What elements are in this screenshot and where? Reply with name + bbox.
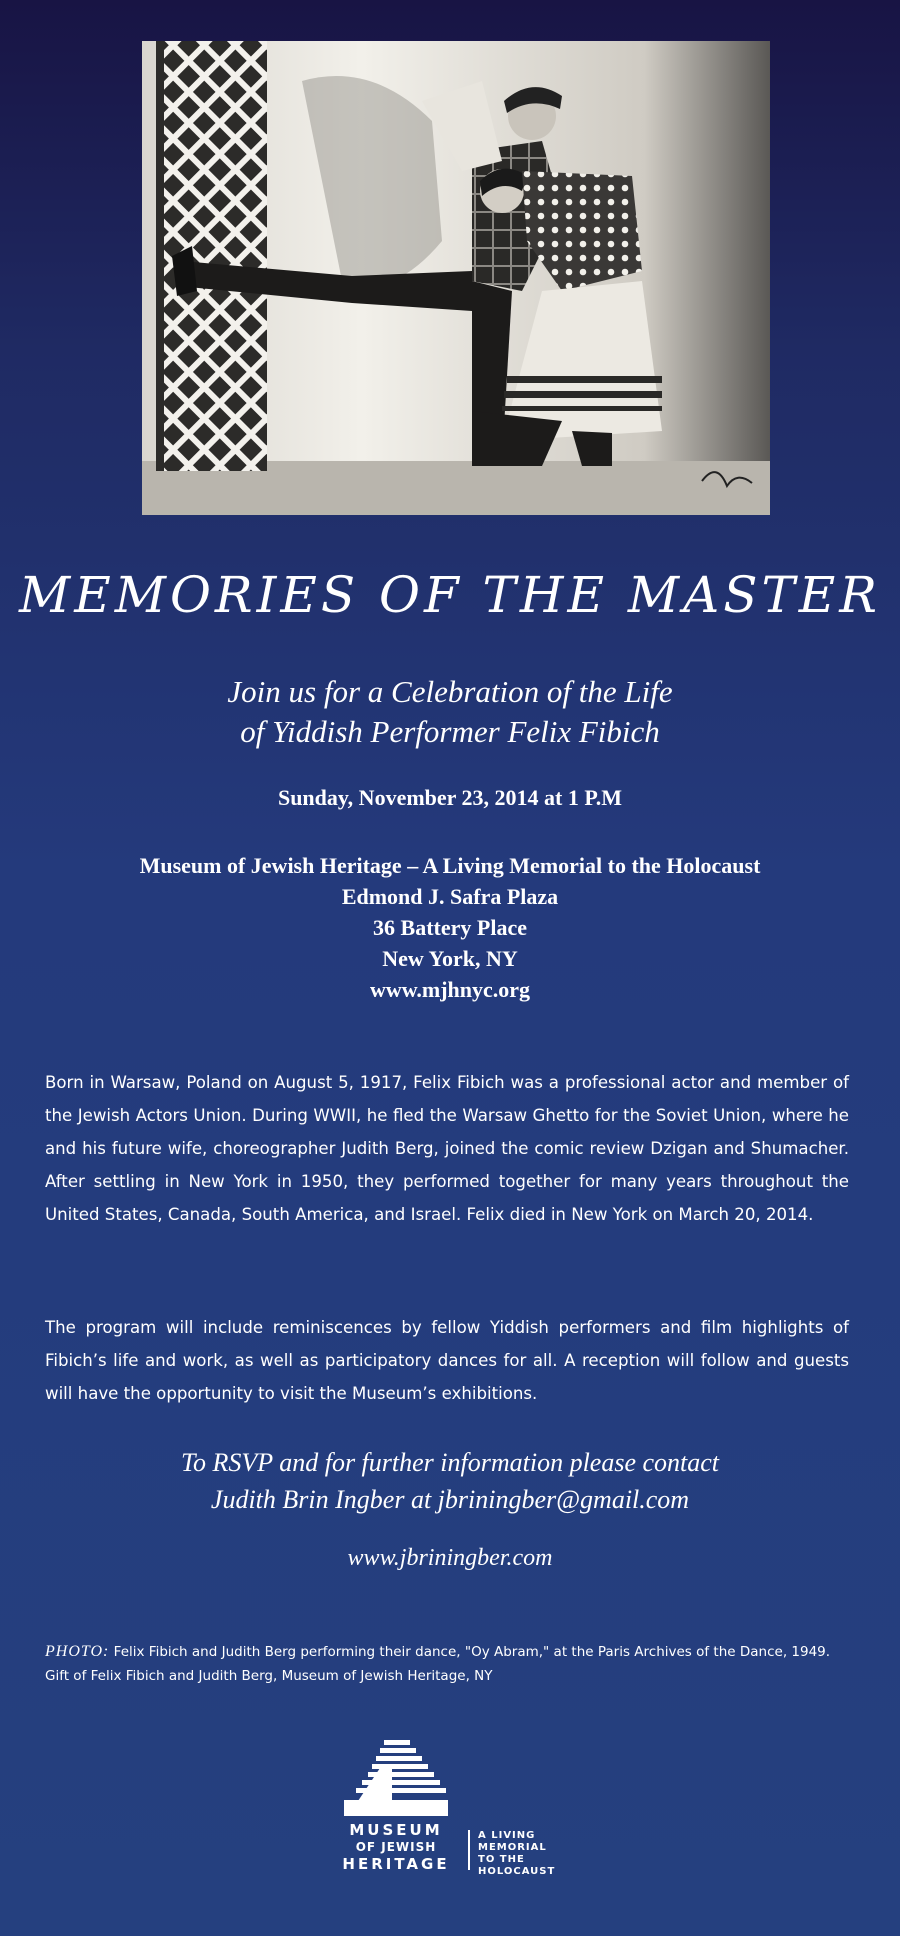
subtitle-line-2: of Yiddish Performer Felix Fibich — [240, 714, 660, 749]
photo-credit-text: Felix Fibich and Judith Berg performing their dance, "Oy Abram," at the Paris Archives of the Dance, 1949. Gift of Felix Fibich and Judith Berg, Museum of Jewish Heritage, NY — [45, 1644, 831, 1684]
venue-name: Museum of Jewish Heritage – A Living Memorial to the Holocaust — [139, 853, 761, 878]
logo-tagline-4: HOLOCAUST — [478, 1866, 556, 1877]
rsvp-line-1: To RSVP and for further information please contact — [180, 1448, 720, 1477]
logo-tagline-3: TO THE — [478, 1854, 525, 1865]
venue-street: 36 Battery Place — [373, 915, 527, 940]
event-title: MEMORIES OF THE MASTER — [19, 566, 881, 624]
logo-line-1: MUSEUM — [349, 1821, 443, 1839]
event-subtitle — [0, 672, 900, 752]
venue-city: New York, NY — [382, 946, 518, 971]
rsvp-contact-email[interactable]: Judith Brin Ingber at jbriningber@gmail.com — [210, 1485, 690, 1514]
program-paragraph: The program will include reminiscences by fellow Yiddish performers and film highlights of Fibich’s life and work, as well as participatory dances for all. A reception will follow and guests will have the opportunity to visit the Museum’s exhibitions. — [45, 1318, 849, 1403]
photo-credit — [45, 1640, 855, 1688]
event-date: Sunday, November 23, 2014 at 1 P.M — [277, 785, 623, 810]
rsvp-info — [0, 1444, 900, 1518]
venue-website-link[interactable]: www.mjhnyc.org — [369, 977, 531, 1002]
venue-plaza: Edmond J. Safra Plaza — [341, 884, 559, 909]
subtitle-line-1: Join us for a Celebration of the Life — [227, 674, 673, 709]
logo-tagline — [478, 1830, 555, 1878]
biography-paragraph: Born in Warsaw, Poland on August 5, 1917, Felix Fibich was a professional actor and member of the Jewish Actors Union. During WWII, he fled the Warsaw Ghetto for the Soviet Union, where he and his future wife, choreographer Judith Berg, joined the comic review Dzigan and Shumacher. After settling in New York in 1950, they performed together for many years throughout the United States, Canada, South America, and Israel. Felix died in New York on March 20, 2014. — [45, 1073, 849, 1224]
rsvp-website-link[interactable]: www.jbriningber.com — [347, 1545, 553, 1571]
logo-line-2: OF JEWISH — [355, 1840, 437, 1854]
logo-divider — [468, 1830, 470, 1870]
venue-address — [0, 850, 900, 1005]
logo-line-3: HERITAGE — [342, 1855, 450, 1873]
logo-wordmark — [340, 1822, 452, 1873]
performance-photo — [142, 41, 770, 515]
museum-building-icon — [340, 1738, 452, 1818]
logo-tagline-2: MEMORIAL — [478, 1842, 547, 1853]
photo-credit-label: PHOTO: — [45, 1643, 110, 1660]
logo-tagline-1: A LIVING — [478, 1830, 536, 1841]
museum-logo — [340, 1738, 590, 1878]
